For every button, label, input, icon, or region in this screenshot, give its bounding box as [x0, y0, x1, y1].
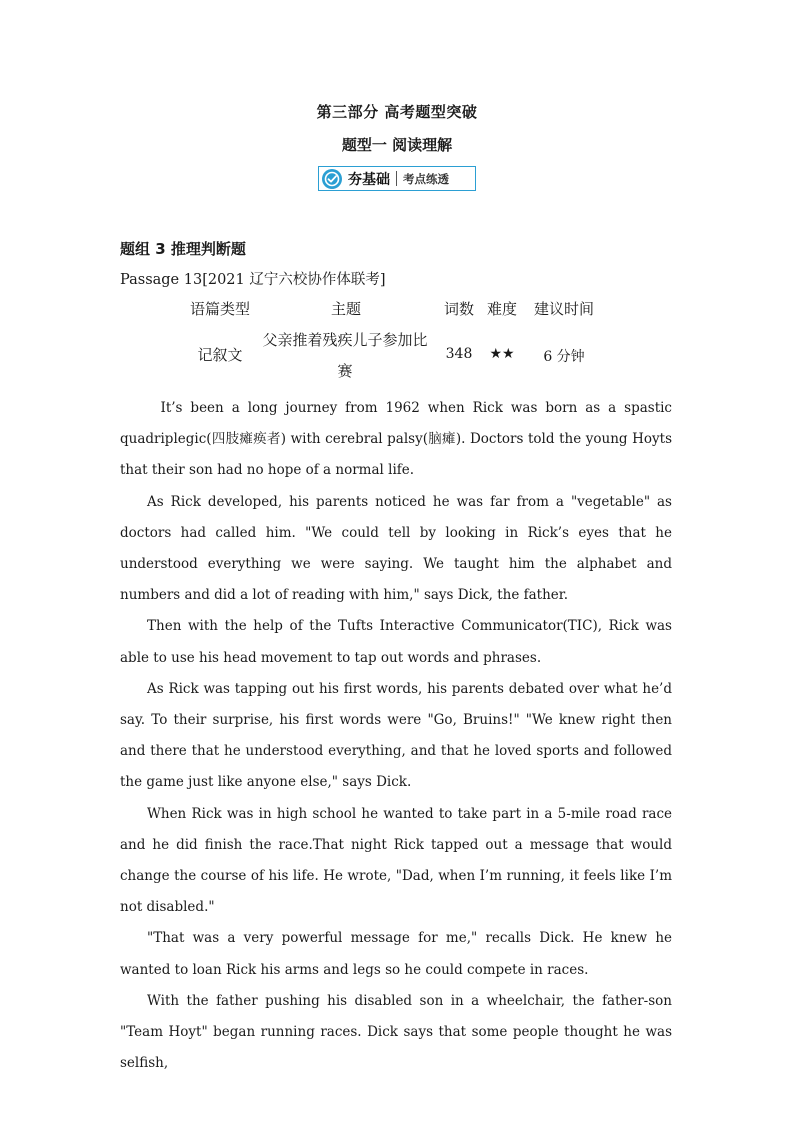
cell-theme-line1: 父亲推着残疾儿子参加比 [262, 331, 428, 349]
header-suggested-time: 建议时间 [533, 300, 594, 318]
paragraph: With the father pushing his disabled son in a wheelchair, the father-son "Team Hoyt" began running races. Dick says that some people thought he was selfish, [120, 992, 672, 1072]
cell-genre: 记叙文 [197, 346, 243, 364]
paragraph: "That was a very powerful message for me," recalls Dick. He knew he wanted to loan Rick his arms and legs so he could compete in races. [120, 930, 672, 978]
cell-word-count: 348 [445, 346, 473, 362]
passage-body [120, 393, 672, 1079]
header-theme: 主题 [330, 300, 361, 318]
header-word-count: 词数 [443, 300, 474, 318]
paragraph: When Rick was in high school he wanted to take part in a 5-mile road race and he did finish the race.That night Rick tapped out a message that would change the course of his life. He wrote, "Dad, when I’m running, it feels like I’m not disabled." [120, 805, 672, 916]
part-heading: 第三部分 高考题型突破 [316, 103, 478, 121]
badge-divider [396, 171, 397, 186]
header-genre: 语篇类型 [189, 300, 250, 318]
header-difficulty: 难度 [486, 300, 517, 318]
paragraph: As Rick was tapping out his first words, his parents debated over what he’d say. To their surprise, his first words were "Go, Bruins!" "We knew right then and there that he understood everything, and that he loved sports and followed the game just like anyone else," says Dick. [120, 680, 672, 791]
question-type-heading: 题型一 阅读理解 [341, 136, 453, 154]
target-check-icon [321, 168, 343, 190]
cell-difficulty-stars: ★★ [489, 346, 515, 362]
paragraph: Then with the help of the Tufts Interactive Communicator(TIC), Rick was able to use his head movement to tap out words and phrases. [120, 618, 672, 666]
section-badge [318, 166, 476, 191]
cell-theme-line2: 赛 [337, 362, 353, 380]
badge-main-label: 夯基础 [348, 171, 390, 188]
passage-source: Passage 13[2021 辽宁六校协作体联考] [120, 272, 386, 288]
badge-sub-label: 考点练透 [403, 171, 449, 186]
cell-suggested-time: 6 分钟 [543, 349, 585, 365]
group-title: 题组 3 推理判断题 [120, 240, 246, 258]
paragraph: It’s been a long journey from 1962 when Rick was born as a spastic quadriplegic(四肢瘫痪者) with cerebral palsy(脑瘫). Doctors told the young Hoyts that their son had no hope of a normal life. [120, 400, 672, 479]
paragraph: As Rick developed, his parents noticed he was far from a "vegetable" as doctors had called him. "We could tell by looking in Rick’s eyes that he understood everything we were saying. We taught him the alphabet and numbers and did a lot of reading with him," says Dick, the father. [120, 493, 672, 604]
